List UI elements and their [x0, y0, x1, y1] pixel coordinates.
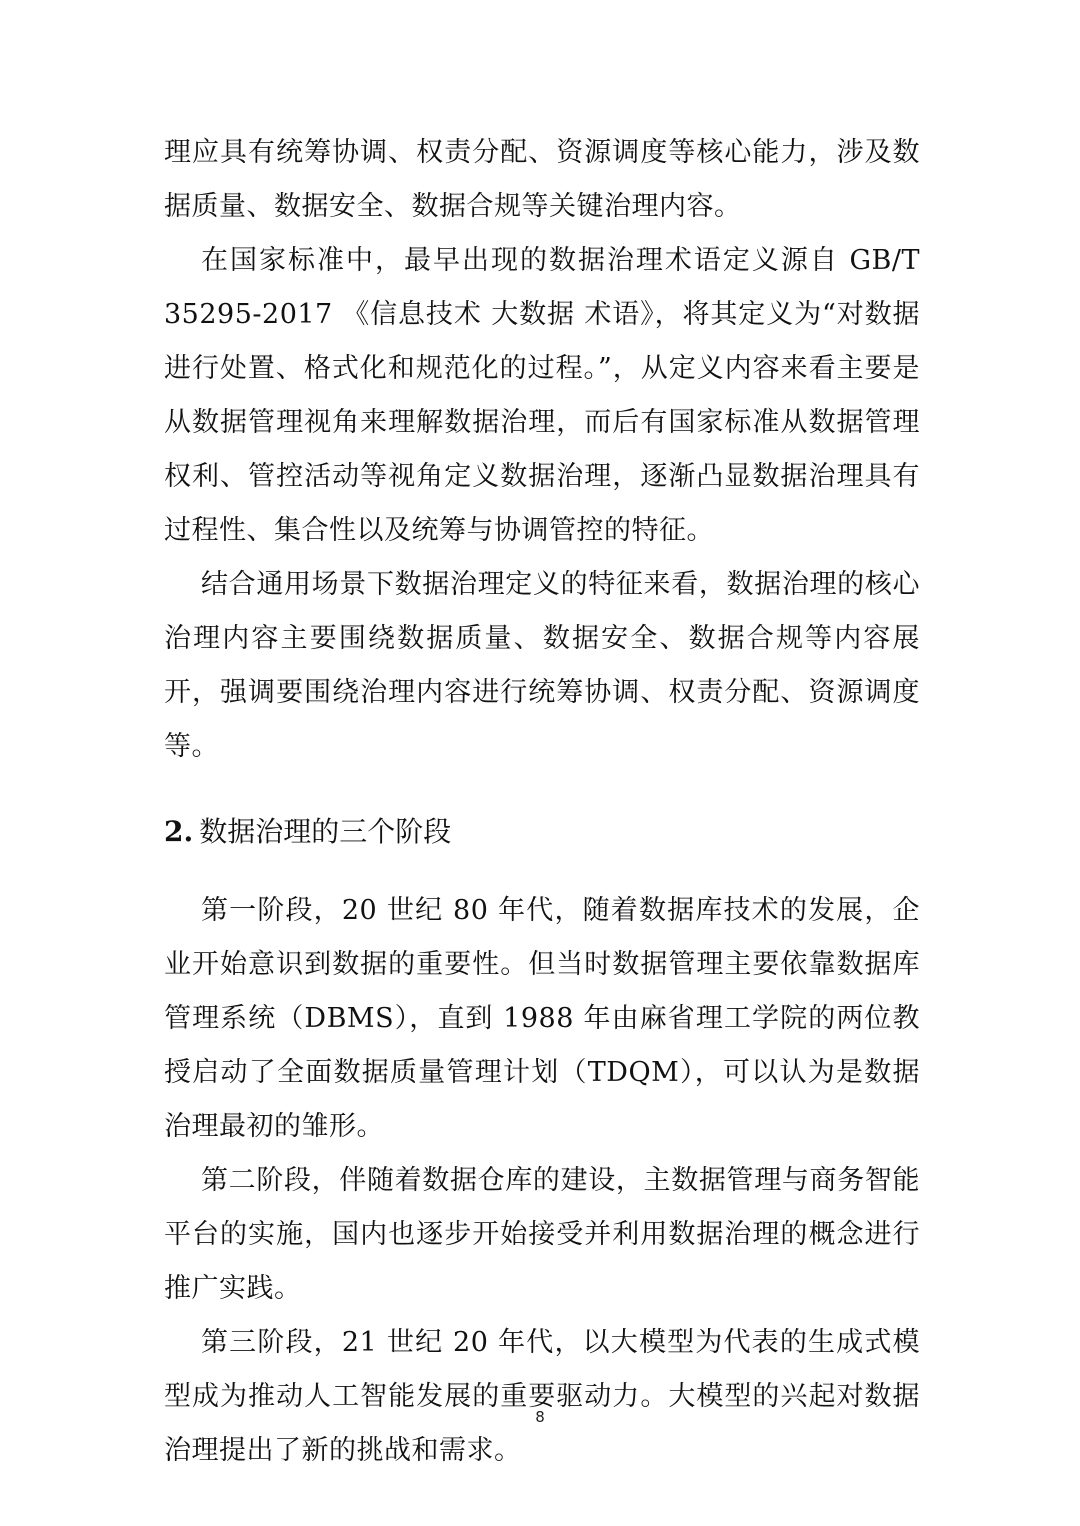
page-number: 8: [535, 1408, 545, 1426]
paragraph-national-standard: 在国家标准中，最早出现的数据治理术语定义源自 GB/T 35295-2017 《信息技术 大数据 术语》，将其定义为“对数据进行处置、格式化和规范化的过程。”，从定义内容来看主要是从数据管理视角来理解数据治理，而后有国家标准从数据管理权利、管控活动等视角定义数据治理，逐渐凸显数据治理具有过程性、集合性以及统筹与协调管控的特征。: [164, 245, 920, 546]
paragraph-stage-one: 第一阶段，20 世纪 80 年代，随着数据库技术的发展，企业开始意识到数据的重要性。但当时数据管理主要依靠数据库管理系统（DBMS），直到 1988 年由麻省理工学院的两位教授启动了全面数据质量管理计划（TDQM），可以认为是数据治理最初的雏形。: [164, 895, 920, 1142]
document-page: [164, 126, 920, 1478]
paragraph-continuation: 理应具有统筹协调、权责分配、资源调度等核心能力，涉及数据质量、数据安全、数据合规等关键治理内容。: [164, 137, 920, 222]
paragraph-core-content: 结合通用场景下数据治理定义的特征来看，数据治理的核心治理内容主要围绕数据质量、数据安全、数据合规等内容展开，强调要围绕治理内容进行统筹协调、权责分配、资源调度等。: [164, 569, 920, 762]
section-heading: [164, 810, 920, 854]
section-number: 2.: [164, 815, 194, 848]
paragraph-stage-three: 第三阶段，21 世纪 20 年代，以大模型为代表的生成式模型成为推动人工智能发展的重要驱动力。大模型的兴起对数据治理提出了新的挑战和需求。: [164, 1327, 920, 1466]
section-title: 数据治理的三个阶段: [199, 815, 452, 848]
paragraph-stage-two: 第二阶段，伴随着数据仓库的建设，主数据管理与商务智能平台的实施，国内也逐步开始接受并利用数据治理的概念进行推广实践。: [164, 1165, 920, 1304]
